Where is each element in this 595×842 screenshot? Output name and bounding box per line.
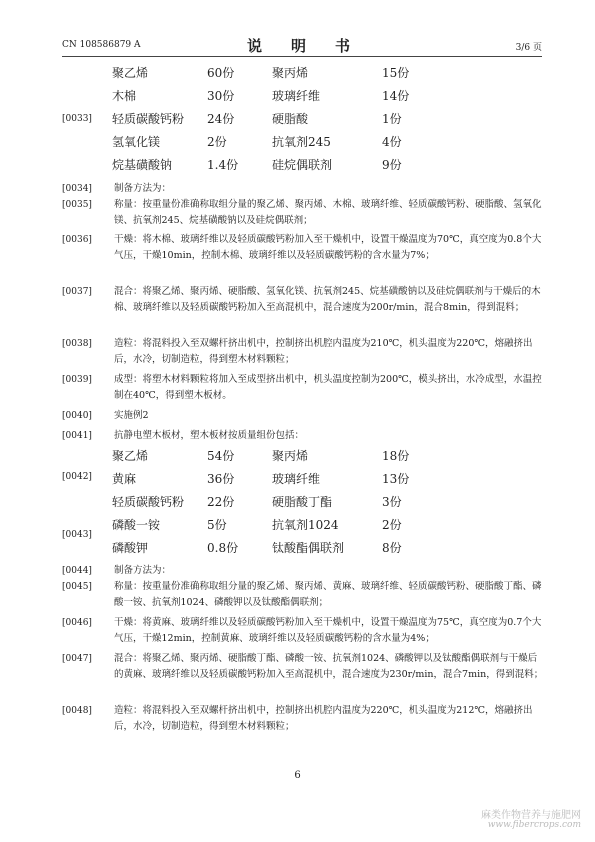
paragraph-number: [0045] [62,582,92,592]
paragraph [62,284,544,316]
paragraph-text: 称量：按重量份准确称取组分量的聚乙烯、聚丙烯、木棉、玻璃纤维、轻质碳酸钙粉、硬脂酸、氢氧化镁、抗氧剂245、烷基磺酸钠以及硅烷偶联剂； [114,199,542,226]
ingredient-amount: 54份 [207,449,235,463]
ingredient-name: 硬脂酸 [272,112,309,126]
paragraph [62,615,544,647]
ingredient-name: 磷酸钾 [112,541,149,555]
paragraph-number: [0034] [62,184,92,194]
ingredient-amount: 2份 [382,518,402,532]
ingredient-amount: 8份 [382,541,402,555]
ingredient-amount: 18份 [382,449,410,463]
paragraph-number: [0042] [62,472,92,482]
ingredient-amount: 24份 [207,112,235,126]
ingredient-name: 聚丙烯 [272,66,309,80]
page-header [62,32,542,54]
paragraph-text: 混合：将聚乙烯、聚丙烯、硬脂酸、氢氧化镁、抗氧剂245、烷基磺酸钠以及硅烷偶联剂与干燥后的木棉、玻璃纤维以及轻质碳酸钙粉加入至高混机中，混合速度为200r/min，混合8min，得到混料； [114,286,541,313]
paragraph-text: 实施例2 [114,410,149,421]
ingredient-amount: 30份 [207,89,235,103]
ingredient-name: 磷酸一铵 [112,518,161,532]
ingredient-name: 玻璃纤维 [272,89,321,103]
paragraph-text: 造粒：将混料投入至双螺杆挤出机中，控制挤出机腔内温度为210℃，机头温度为220℃，熔融挤出后，水冷，切制造粒，得到塑木材料颗粒； [114,338,533,365]
ingredient-name: 轻质碳酸钙粉 [112,495,185,509]
paragraph-number: [0039] [62,375,92,385]
paragraph [62,579,544,611]
page-number: 6 [294,770,301,781]
paragraph-text: 干燥：将黄麻、玻璃纤维以及轻质碳酸钙粉加入至干燥机中，设置干燥温度为75℃，真空度为0.7个大气压，干燥12min，控制黄麻、玻璃纤维以及轻质碳酸钙粉的含水量为4%； [114,617,542,644]
ingredient-name: 木棉 [112,89,137,103]
ingredient-name: 玻璃纤维 [272,472,321,486]
ingredient-name: 抗氧剂245 [272,135,331,149]
watermark-url: www.fibercrops.com [487,820,581,830]
paragraph-text: 抗静电塑木板材，塑木板材按质量组份包括： [114,430,305,441]
ingredient-amount: 22份 [207,495,235,509]
paragraph [62,336,544,368]
paragraph-number: [0047] [62,654,92,664]
paragraph-number: [0040] [62,411,92,421]
paragraph-text: 制备方法为： [114,183,172,194]
paragraph-number: [0043] [62,530,92,540]
ingredient-name: 钛酸酯偶联剂 [272,541,345,555]
paragraph-number: [0046] [62,618,92,628]
paragraph-text: 造粒：将混料投入至双螺杆挤出机中，控制挤出机腔内温度为220℃，机头温度为212℃，熔融挤出后，水冷，切制造粒，得到塑木材料颗粒； [114,705,533,732]
ingredient-name: 黄麻 [112,472,137,486]
paragraph-text: 混合：将聚乙烯、聚丙烯、硬脂酸丁酯、磷酸一铵、抗氧剂1024、磷酸钾以及钛酸酯偶联剂与干燥后的黄麻、玻璃纤维以及轻质碳酸钙粉加入至高混机中，混合速度为230r/min，混合7min，得到混料； [114,653,544,680]
ingredient-amount: 15份 [382,66,410,80]
page-counter: 3/6 页 [515,43,542,53]
ingredient-name: 聚乙烯 [112,66,149,80]
paragraph-number: [0038] [62,339,92,349]
ingredient-name: 轻质碳酸钙粉 [112,112,185,126]
paragraph-number: [0036] [62,235,92,245]
paragraph-number: [0035] [62,200,92,210]
document-title: 说 明 书 [246,37,357,55]
ingredient-amount: 36份 [207,472,235,486]
paragraph-text: 制备方法为： [114,565,172,576]
ingredient-amount: 2份 [207,135,227,149]
ingredient-name: 硅烷偶联剂 [272,158,333,172]
ingredient-name: 聚乙烯 [112,449,149,463]
paragraph [62,408,544,424]
ingredient-amount: 9份 [382,158,402,172]
ingredient-name: 聚丙烯 [272,449,309,463]
ingredient-name: 氢氧化镁 [112,135,161,149]
paragraph-number: [0044] [62,566,92,576]
paragraph [62,428,544,444]
paragraph-number: [0048] [62,706,92,716]
ingredient-amount: 1份 [382,112,402,126]
patent-number: CN 108586879 A [62,40,141,50]
watermark-title: 麻类作物营养与施肥网 [481,810,581,821]
paragraph-number: [0041] [62,431,92,441]
paragraph [62,181,544,197]
paragraph-number: [0037] [62,287,92,297]
paragraph-text: 成型：将塑木材料颗粒将加入至成型挤出机中，机头温度控制为200℃，模头挤出，水冷成型，水温控制在40℃，得到塑木板材。 [114,374,542,401]
ingredient-name: 烷基磺酸钠 [112,158,173,172]
ingredient-amount: 3份 [382,495,402,509]
ingredient-amount: 4份 [382,135,402,149]
ingredient-amount: 1.4份 [207,158,239,172]
ingredient-amount: 0.8份 [207,541,239,555]
paragraph-number: [0033] [62,114,92,124]
paragraph [62,372,544,404]
paragraph [62,563,544,579]
ingredient-amount: 14份 [382,89,410,103]
ingredient-amount: 60份 [207,66,235,80]
ingredient-name: 硬脂酸丁酯 [272,495,333,509]
ingredient-amount: 13份 [382,472,410,486]
paragraph [62,703,544,735]
paragraph [62,197,544,229]
ingredient-amount: 5份 [207,518,227,532]
header-divider [62,56,542,57]
paragraph [62,651,544,683]
ingredient-name: 抗氧剂1024 [272,518,339,532]
paragraph-text: 称量：按重量份准确称取组分量的聚乙烯、聚丙烯、黄麻、玻璃纤维、轻质碳酸钙粉、硬脂酸丁酯、磷酸一铵、抗氧剂1024、磷酸钾以及钛酸酯偶联剂； [114,581,542,608]
paragraph-text: 干燥：将木棉、玻璃纤维以及轻质碳酸钙粉加入至干燥机中，设置干燥温度为70℃，真空度为0.8个大气压，干燥10min，控制木棉、玻璃纤维以及轻质碳酸钙粉的含水量为7%； [114,234,542,261]
paragraph [62,232,544,264]
